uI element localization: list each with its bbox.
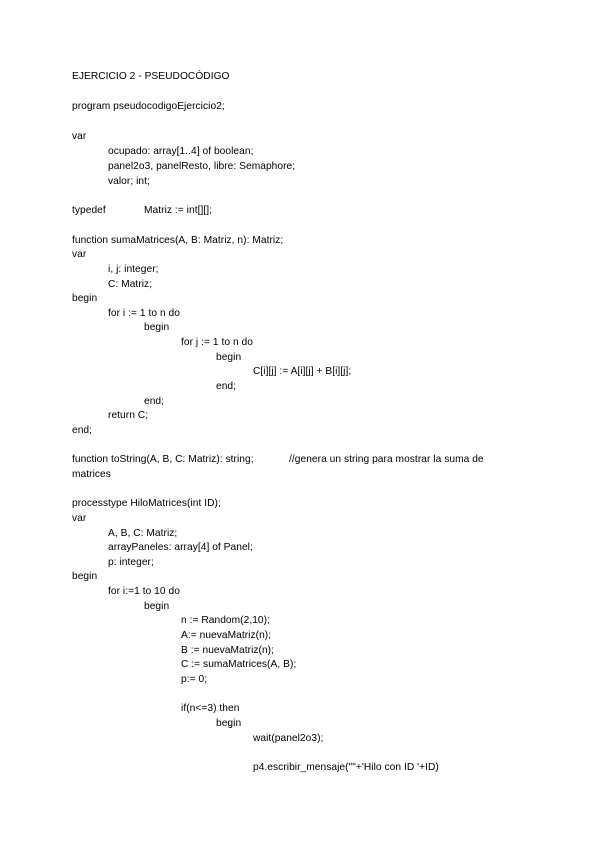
- code-line: begin: [216, 718, 242, 729]
- code-comment: matrices: [72, 469, 111, 480]
- code-line: A:= nuevaMatriz(n);: [181, 630, 272, 641]
- code-line: B := nuevaMatriz(n);: [181, 645, 275, 656]
- code-line: var: [72, 249, 87, 260]
- document-title: EJERCICIO 2 - PSEUDOCÓDIGO: [72, 71, 230, 82]
- code-line: if(n<=3) then: [181, 703, 240, 714]
- code-line: Matriz := int[][];: [144, 205, 212, 216]
- code-line: C := sumaMatrices(A, B);: [181, 659, 297, 670]
- code-line: function toString(A, B, C: Matriz): string;: [72, 454, 254, 465]
- code-line: end;: [144, 396, 165, 407]
- code-line: for i:=1 to 10 do: [108, 586, 180, 597]
- code-line: begin: [144, 601, 170, 612]
- code-line: typedef: [72, 205, 106, 216]
- code-line: begin: [72, 571, 98, 582]
- code-line: valor; int;: [108, 176, 150, 187]
- code-line: n := Random(2,10);: [181, 615, 270, 626]
- code-line: wait(panel2o3);: [253, 733, 324, 744]
- code-line: end;: [216, 381, 237, 392]
- code-line: A, B, C: Matriz;: [108, 528, 178, 539]
- code-line: for i := 1 to n do: [108, 308, 180, 319]
- code-line: return C;: [108, 410, 149, 421]
- code-line: begin: [72, 293, 98, 304]
- code-line: begin: [144, 322, 170, 333]
- code-line: C[i][j] := A[i][j] + B[i][j];: [253, 366, 352, 377]
- code-line: var: [72, 513, 87, 524]
- code-line: program pseudocodigoEjercicio2;: [72, 101, 225, 112]
- code-line: arrayPaneles: array[4] of Panel;: [108, 542, 253, 553]
- code-line: for j := 1 to n do: [181, 337, 253, 348]
- code-line: begin: [216, 352, 242, 363]
- code-comment: //genera un string para mostrar la suma de: [289, 454, 484, 465]
- code-line: ocupado: array[1..4] of boolean;: [108, 146, 254, 157]
- code-line: p:= 0;: [181, 674, 208, 685]
- code-line: panel2o3, panelResto, libre: Semaphore;: [108, 161, 296, 172]
- code-line: processtype HiloMatrices(int ID);: [72, 498, 221, 509]
- code-line: i, j: integer;: [108, 264, 159, 275]
- code-line: C: Matriz;: [108, 279, 153, 290]
- code-line: p: integer;: [108, 557, 154, 568]
- code-line: p4.escribir_mensaje(""+'Hilo con ID '+ID): [253, 762, 439, 773]
- code-line: var: [72, 131, 87, 142]
- code-line: end;: [72, 425, 93, 436]
- code-line: function sumaMatrices(A, B: Matriz, n): Matriz;: [72, 235, 284, 246]
